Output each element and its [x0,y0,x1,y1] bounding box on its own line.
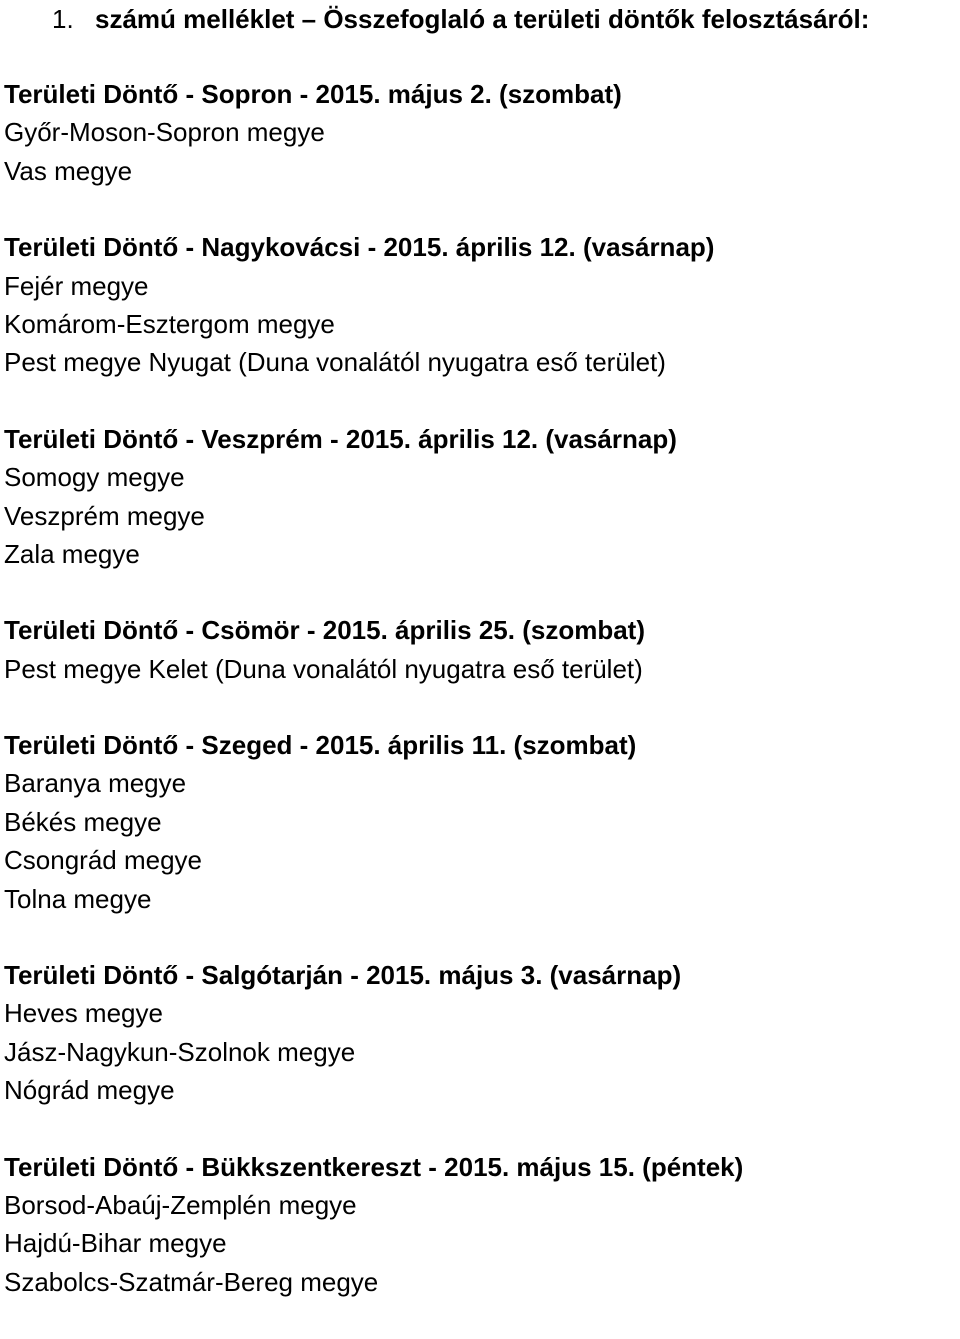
section-heading: Területi Döntő - Bükkszentkereszt - 2015. május 15. (péntek) [4,1151,744,1182]
section-nagykovacsi [4,228,954,382]
title-number: 1. [52,4,74,34]
county-item: Baranya megye [4,768,187,799]
county-item: Heves megye [4,998,163,1029]
section-heading: Területi Döntő - Nagykovácsi - 2015. április 12. (vasárnap) [4,232,715,263]
section-szeged [4,726,954,918]
county-item: Tolna megye [4,883,152,914]
section-salgotarjan [4,956,954,1110]
county-item: Komárom-Esztergom megye [4,308,335,339]
county-item: Fejér megye [4,270,149,301]
section-heading: Területi Döntő - Szeged - 2015. április 11. (szombat) [4,730,637,761]
county-item: Jász-Nagykun-Szolnok megye [4,1036,356,1067]
section-heading: Területi Döntő - Csömör - 2015. április 25. (szombat) [4,615,645,646]
county-item: Győr-Moson-Sopron megye [4,117,325,148]
county-item: Csongrád megye [4,845,202,876]
county-item: Veszprém megye [4,500,205,531]
county-item: Zala megye [4,538,140,569]
section-heading: Területi Döntő - Veszprém - 2015. április 12. (vasárnap) [4,423,677,454]
county-item: Borsod-Abaúj-Zemplén megye [4,1189,357,1220]
section-bukkszentkereszt [4,1148,954,1302]
county-item: Békés megye [4,806,162,837]
section-heading: Területi Döntő - Salgótarján - 2015. május 3. (vasárnap) [4,960,682,991]
document-body [4,75,954,1339]
county-item: Hajdú-Bihar megye [4,1228,227,1259]
county-item: Szabolcs-Szatmár-Bereg megye [4,1266,379,1297]
county-item: Somogy megye [4,462,185,493]
county-item: Nógrád megye [4,1075,175,1106]
county-item: Pest megye Nyugat (Duna vonalától nyugatra eső terület) [4,347,666,378]
title-text: számú melléklet – Összefoglaló a területi döntők felosztásáról: [95,4,870,34]
section-sopron [4,75,954,190]
section-veszprem [4,420,954,574]
section-heading: Területi Döntő - Sopron - 2015. május 2. (szombat) [4,79,622,109]
county-item: Vas megye [4,155,133,186]
section-csomor [4,611,954,688]
county-item: Pest megye Kelet (Duna vonalától nyugatra eső terület) [4,653,643,684]
